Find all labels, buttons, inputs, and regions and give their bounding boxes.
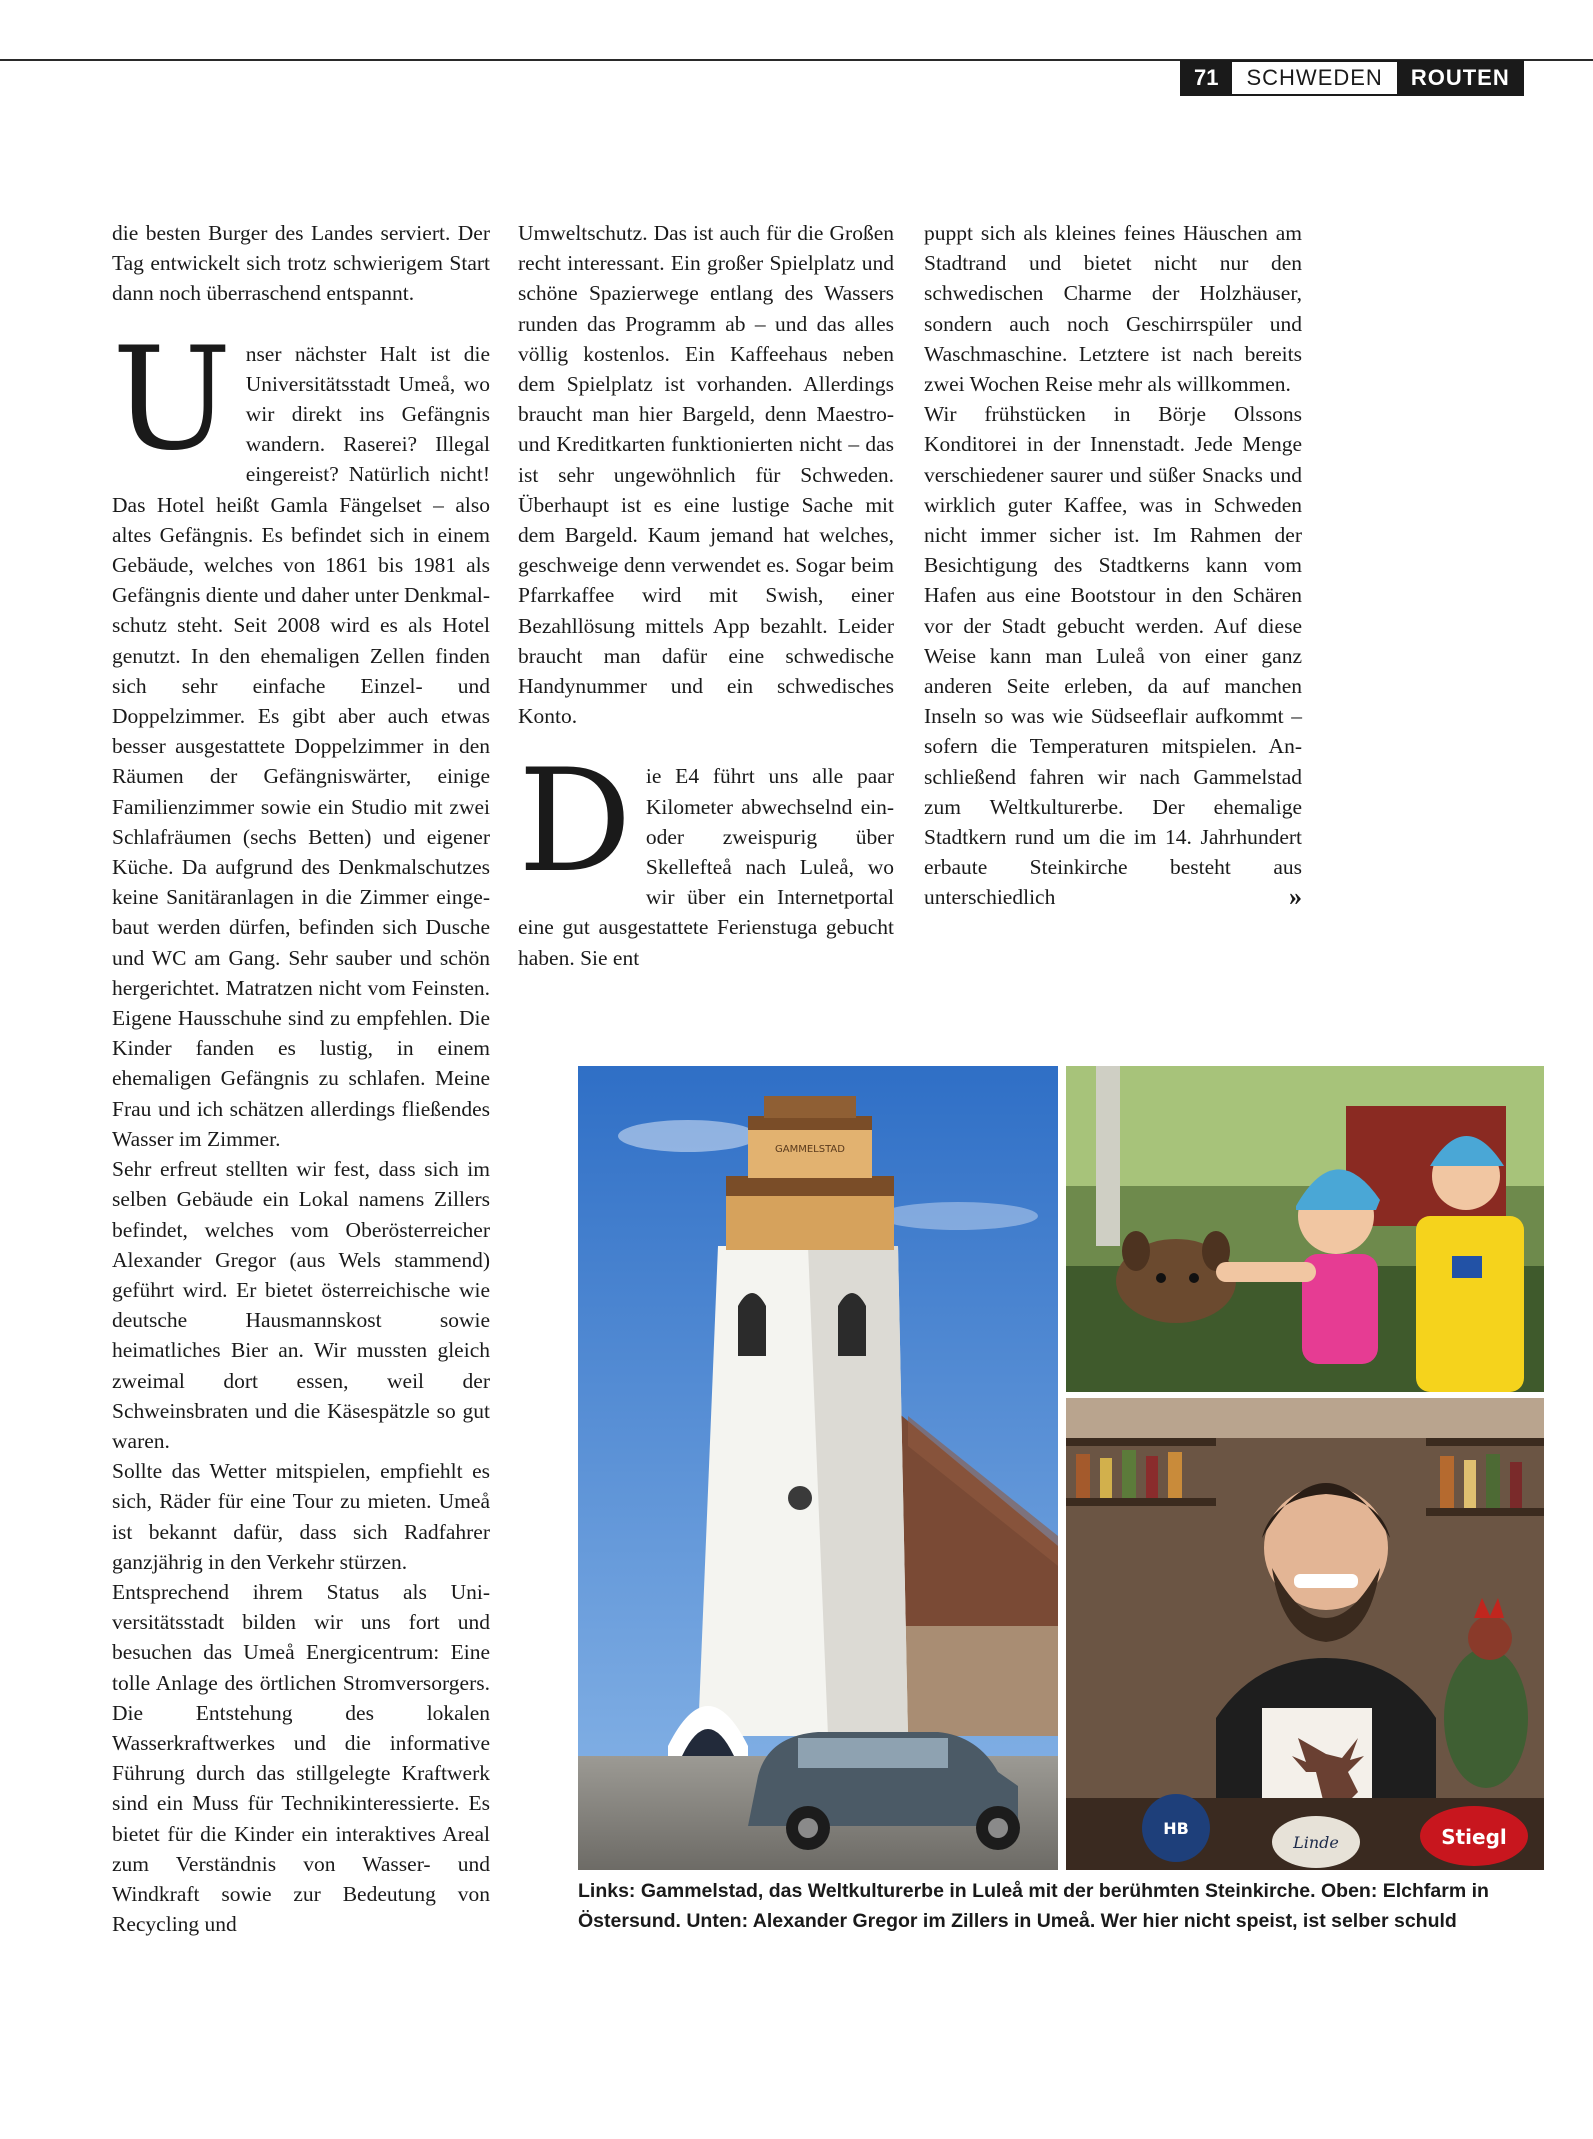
- paragraph-text: ie E4 führt uns alle paar Kilometer abwechselnd ein- oder zweispurig über Skellefteå nach Luleå, wo wir über ein Internetportal eine gut ausgestattete Ferienstuga gebucht haben. Sie ent: [518, 764, 894, 970]
- tap-label-stiegl: Stiegl: [1441, 1825, 1507, 1849]
- page-header: [1180, 60, 1524, 96]
- paragraph-dropcap: [112, 316, 490, 1154]
- photo-bar-zillers: [1066, 1398, 1544, 1870]
- bar-illustration: [1066, 1398, 1544, 1870]
- paragraph-dropcap: [518, 739, 894, 972]
- paragraph: die besten Burger des Landes serviert. Der Tag entwickelt sich trotz schwierigem Start dann noch überraschend entspannt.: [112, 221, 490, 306]
- text-column-1: [112, 218, 490, 1939]
- paragraph: Sehr erfreut stellten wir fest, dass sich im selben Gebäude ein Lokal namens Zillers befindet, welches vom Oberösterreicher Alexander Gregor (aus Wels stammend) geführt wird. Er bietet österreichische wie deutsche Hausmannskost sowie heimatliches Bier an. Wir mussten gleich zweimal dort essen, weil der Schweinsbraten und die Käsespätzle so gut waren.: [112, 1157, 490, 1453]
- section-label: SCHWEDEN: [1232, 60, 1396, 96]
- dropcap: D: [518, 739, 632, 905]
- tap-label-linde: Linde: [1293, 1833, 1339, 1852]
- paragraph-text: Wir frühstücken in Börje Olssons Konditorei in der Innenstadt. Jede Menge verschiedener saurer und süßer Snacks und wirklich guter Kaffee, was in Schweden nicht immer sicher ist. Im Rahmen der Besichtigung des Stadtkerns kann vom Hafen aus eine Bootstour in den Schären vor der Stadt gebucht werden. Auf diese Weise kann man Luleå von einer ganz anderen Seite erleben, da auf manchen Inseln so was wie Südseeflair aufkommt – sofern die Temperaturen mitspielen. Anschließend fahren wir nach Gammelstad zum Weltkulturerbe. Der ehemalige Stadtkern rund um die im 14. Jahrhundert erbaute Steinkirche besteht aus unterschiedlich: [924, 402, 1302, 910]
- paragraph: Umweltschutz. Das ist auch für die Großen recht interessant. Ein großer Spielplatz und schöne Spazierwege entlang des Wassers runden das Programm ab – und das alles völlig kostenlos. Ein Kaffeehaus neben dem Spielplatz ist vorhanden. Allerdings braucht man hier Bargeld, denn Maestro- und Kreditkarten funktionierten nicht – das ist sehr ungewöhnlich für Schweden. Überhaupt ist es eine lustige Sache mit dem Bargeld. Kaum jemand hat welches, geschweige denn verwendet es. Sogar beim Pfarrkaffee wird mit Swish, einer Bezahllösung mittels App bezahlt. Leider braucht man dafür eine schwedische Handynummer und ein schwedisches Konto.: [518, 221, 894, 729]
- photo-church: [578, 1066, 1058, 1870]
- moose-illustration: [1066, 1066, 1544, 1392]
- church-sign: GAMMELSTAD: [775, 1144, 845, 1155]
- text-column-2: [518, 218, 894, 973]
- page-number: 71: [1180, 60, 1232, 96]
- paragraph: Sollte das Wetter mitspielen, empfiehlt es sich, Räder für eine Tour zu mieten. Umeå ist bekannt dafür, dass sich Radfahrer ganzjährig in den Verkehr stürzen.: [112, 1459, 490, 1574]
- photo-caption: Links: Gammelstad, das Weltkulturerbe in Luleå mit der berühmten Steinkirche. Oben: Elchfarm in Östersund. Unten: Alexander Gregor im Zillers in Umeå. Wer hier nicht speist, ist selber schuld: [578, 1880, 1489, 1932]
- church-illustration: [578, 1066, 1058, 1870]
- paragraph-text: nser nächster Halt ist die Universitätsstadt Umeå, wo wir direkt ins Gefängnis wandern. Raserei? Illegal eingereist? Natürlich nicht! Das Hotel heißt Gamla Fängelset – also altes Gefängnis. Es befindet sich in einem Gebäude, welches von 1861 bis 1981 als Gefängnis diente und daher unter Denkmalschutz steht. Seit 2008 wird es als Hotel genutzt. In den ehemaligen Zellen finden sich sehr einfache Einzel- und Doppelzimmer. Es gibt aber auch etwas besser ausgestattete Doppelzimmer in den Räumen der Gefängniswärter, einige Familienzimmer sowie ein Studio mit zwei Schlafräumen (sechs Betten) und eigener Küche. Da aufgrund des Denkmalschutzes keine Sanitäranlagen in die Zimmer eingebaut werden dürfen, befinden sich Dusche und WC am Gang. Sehr sauber und schön hergerichtet. Matratzen nicht vom Feinsten. Eigene Hausschuhe sind zu empfehlen. Die Kinder fanden es lustig, in einem ehemaligen Gefängnis zu schlafen. Meine Frau und ich schätzen allerdings fließendes Wasser im Zimmer.: [112, 341, 490, 1151]
- paragraph: Entsprechend ihrem Status als Universitätsstadt bilden wir uns fort und besuchen das Umeå Energicentrum: Eine tolle Anlage des örtlichen Stromversorgers. Die Entstehung des lokalen Wasserkraftwerkes und die informative Führung durch das stillgelegte Kraftwerk sind ein Muss für Technikinteressierte. Es bietet für die Kinder ein interaktives Areal zum Verständnis von Wasser- und Windkraft sowie zur Bedeutung von Recycling und: [112, 1579, 490, 1937]
- photo-moose-farm: [1066, 1066, 1544, 1392]
- continue-marker: »: [1289, 882, 1302, 912]
- dropcap: U: [112, 316, 232, 482]
- tap-label-hb: HB: [1163, 1819, 1189, 1838]
- text-column-3: [924, 218, 1302, 913]
- paragraph: puppt sich als kleines feines Häuschen am Stadtrand und bietet nicht nur den schwedischen Charme der Holzhäuser, sondern auch noch Geschirrspüler und Waschmaschine. Letztere ist nach bereits zwei Wochen Reise mehr als willkommen.: [924, 221, 1302, 397]
- paragraph: [924, 399, 1302, 912]
- category-label: ROUTEN: [1397, 60, 1524, 96]
